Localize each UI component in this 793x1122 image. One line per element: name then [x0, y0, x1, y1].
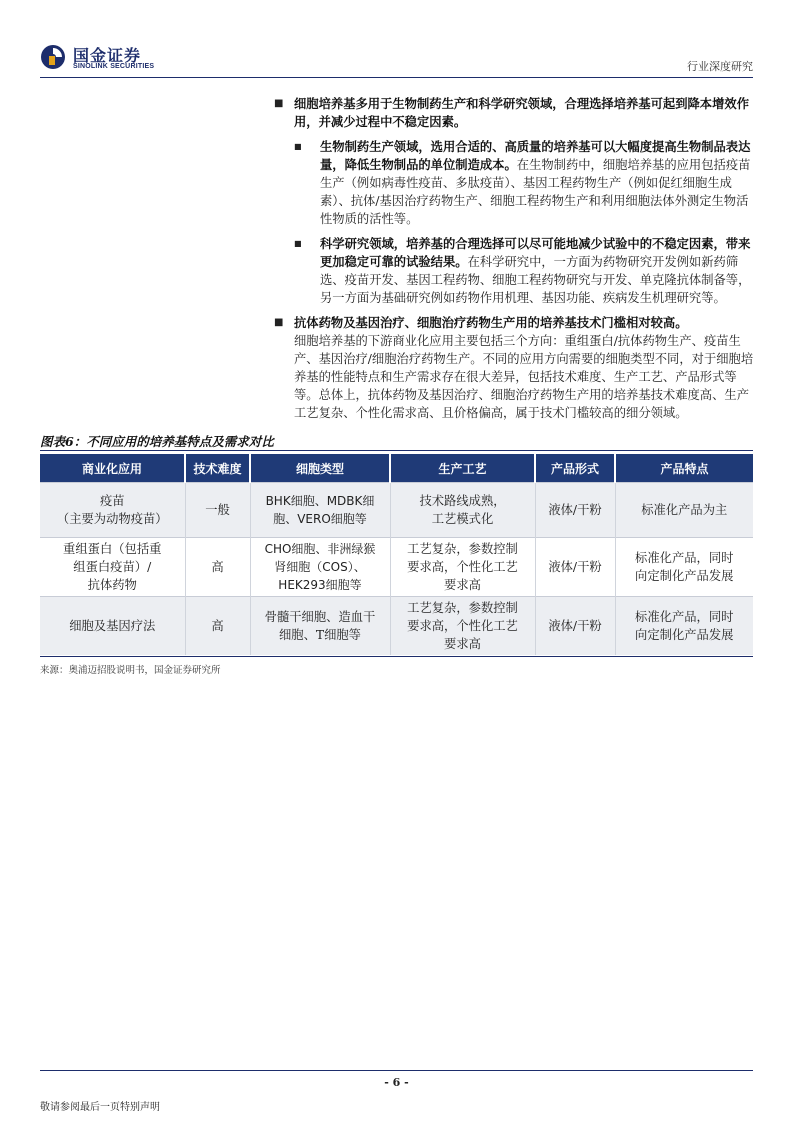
cell-form: 液体/干粉: [535, 597, 615, 656]
col-header: 产品特点: [615, 454, 753, 483]
bullet-1-sub-2: [272, 235, 754, 307]
bullet-1-sub-1: [272, 138, 754, 228]
cell-difficulty: 高: [185, 597, 250, 656]
bullet-2-paragraph: 细胞培养基的下游商业化应用主要包括三个方向：重组蛋白/抗体药物生产、疫苗生产、基因治疗/细胞治疗药物生产。不同的应用方向需要的细胞类型不同，对于细胞培养基的性能特点和生产需求存在很大差异，包括技术难度、生产工艺、产品形式等等。总体上，抗体药物及基因治疗、细胞治疗药物生产用的培养基技术难度高、生产工艺复杂、个性化需求高、且价格偏高，属于技术门槛较高的细分领域。: [294, 334, 754, 420]
main-content: [272, 95, 754, 422]
sub-1-text: 在生物制药中，细胞培养基的应用包括疫苗生产（例如病毒性疫苗、多肽疫苗）、基因工程药物生产（例如促红细胞生成素）、抗体/基因治疗药物生产、细胞工程药物生产和利用细胞法体外测定生物活性物质的活性等。: [320, 158, 751, 226]
cell-form: 液体/干粉: [535, 538, 615, 597]
cell-application: 重组蛋白（包括重 组蛋白疫苗）/ 抗体药物: [40, 538, 185, 597]
figure-title: 图表6：不同应用的培养基特点及需求对比: [40, 434, 274, 449]
page-header: [40, 40, 753, 76]
col-header: 产品形式: [535, 454, 615, 483]
footer-rule: [40, 1070, 753, 1071]
company-logo: [40, 40, 170, 76]
table-row: [40, 538, 753, 597]
bullet-1-bold: 细胞培养基多用于生物制药生产和科学研究领域，合理选择培养基可起到降本增效作用，并减少过程中不稳定因素。: [294, 96, 749, 129]
page-number: - 6 -: [384, 1076, 409, 1089]
small-square-bullet-icon: ■: [294, 239, 302, 248]
cell-application: 细胞及基因疗法: [40, 597, 185, 656]
logo-cn-text: 国金证券: [73, 46, 142, 65]
table-row: [40, 597, 753, 656]
square-bullet-icon: ■: [274, 317, 284, 328]
sub-1-bold: 生物制药生产领域，选用合适的、高质量的培养基可以大幅度提高生物制品表达量，降低生物制品的单位制造成本。: [320, 139, 751, 172]
figure-title-rule: [40, 450, 753, 451]
cell-process: 工艺复杂，参数控制 要求高，个性化工艺 要求高: [390, 538, 535, 597]
footer-disclaimer: 敬请参阅最后一页特别声明: [40, 1102, 160, 1113]
cell-process: 工艺复杂，参数控制 要求高，个性化工艺 要求高: [390, 597, 535, 656]
cell-cell-type: 骨髓干细胞、造血干 细胞、T细胞等: [250, 597, 390, 656]
small-square-bullet-icon: ■: [294, 142, 302, 151]
cell-feature: 标准化产品，同时 向定制化产品发展: [615, 597, 753, 656]
bullet-2: [272, 314, 754, 332]
col-header: 细胞类型: [250, 454, 390, 483]
logo-mark-icon: [40, 44, 66, 70]
table-row: [40, 483, 753, 538]
cell-cell-type: CHO细胞、非洲绿猴 肾细胞（COS）、 HEK293细胞等: [250, 538, 390, 597]
col-header: 生产工艺: [390, 454, 535, 483]
cell-feature: 标准化产品，同时 向定制化产品发展: [615, 538, 753, 597]
logo-en-text: SINOLINK SECURITIES: [73, 63, 155, 70]
table-bottom-rule: [40, 656, 753, 657]
table-header-row: [40, 454, 753, 483]
cell-form: 液体/干粉: [535, 483, 615, 538]
bullet-2-bold: 抗体药物及基因治疗、细胞治疗药物生产用的培养基技术门槛相对较高。: [294, 315, 688, 330]
comparison-table: [40, 454, 753, 655]
cell-cell-type: BHK细胞、MDBK细 胞、VERO细胞等: [250, 483, 390, 538]
header-divider: [40, 77, 753, 78]
col-header: 技术难度: [185, 454, 250, 483]
sub-2-text: 在科学研究中，一方面为药物研究开发例如新药筛选、疫苗开发、基因工程药物、细胞工程药物研究与开发、单克隆抗体制备等，另一方面为基础研究例如药物作用机理、基因功能、疾病发生机理研究等。: [320, 255, 751, 305]
bullet-1: [272, 95, 754, 131]
report-category: 行业深度研究: [687, 60, 753, 73]
cell-feature: 标准化产品为主: [615, 483, 753, 538]
figure-source: 来源：奥浦迈招股说明书，国金证券研究所: [40, 665, 221, 676]
cell-application: 疫苗 （主要为动物疫苗）: [40, 483, 185, 538]
cell-process: 技术路线成熟， 工艺模式化: [390, 483, 535, 538]
cell-difficulty: 高: [185, 538, 250, 597]
sub-2-bold: 科学研究领域，培养基的合理选择可以尽可能地减少试验中的不稳定因素，带来更加稳定可靠的试验结果。: [320, 236, 751, 269]
col-header: 商业化应用: [40, 454, 185, 483]
square-bullet-icon: ■: [274, 98, 284, 109]
cell-difficulty: 一般: [185, 483, 250, 538]
